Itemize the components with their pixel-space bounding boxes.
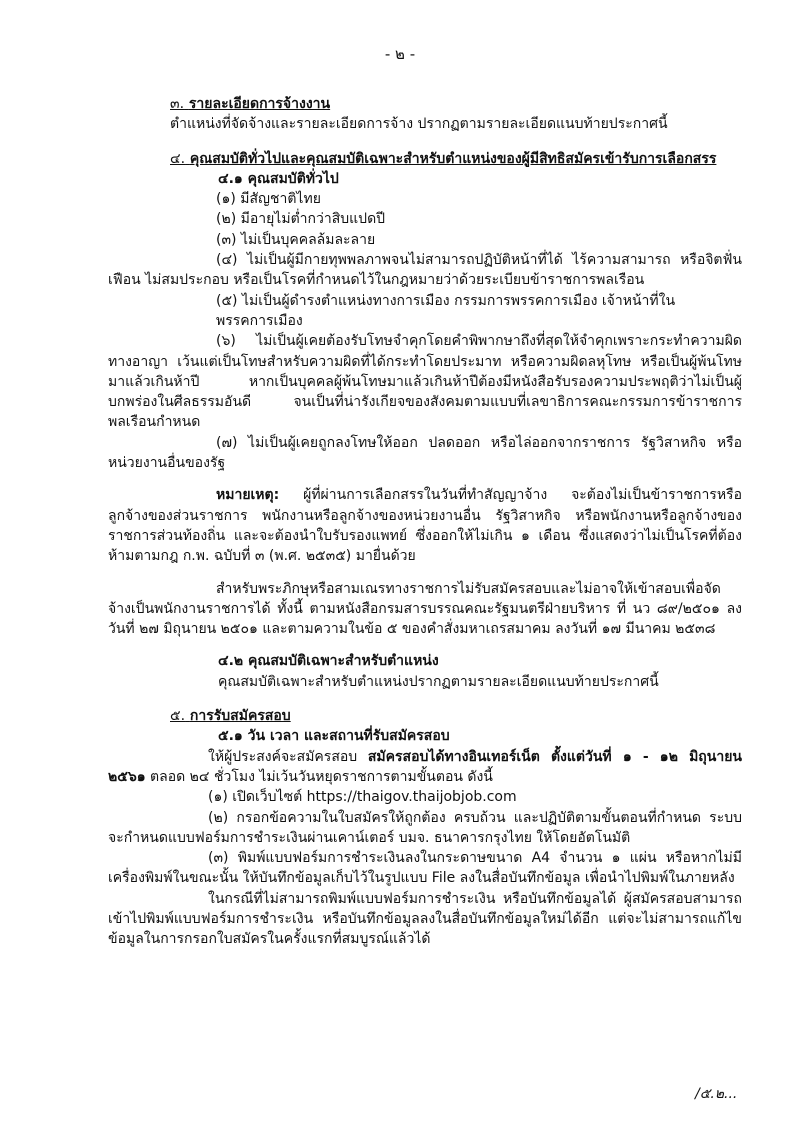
note-text: ผู้ที่ผ่านการเลือกสรรในวันที่ทำสัญญาจ้าง จะต้องไม่เป็นข้าราชการหรือลูกจ้างของส่วนราชการ พนักงานหรือลูกจ้างของหน่วยงานอื่น รัฐวิสาหกิจ หรือพนักงานหรือลูกจ้างของราชการส่วนท้องถิ่น และจะต้องนำใบรับรองแพทย์ ซึ่งออกให้ไม่เกิน ๑ เดือน ซึ่งแสดงว่าไม่เป็นโรคที่ต้องห้ามตามกฎ ก.พ. ฉบับที่ ๓ (พ.ศ. ๒๕๓๕) มายื่นด้วย	[108, 487, 742, 565]
list-item: (๓) ไม่เป็นบุคคลล้มละลาย	[216, 231, 376, 248]
closing-paragraph: ในกรณีที่ไม่สามารถพิมพ์แบบฟอร์มการชำระเงิน หรือบันทึกข้อมูลได้ ผู้สมัครสอบสามารถเข้าไปพิมพ์แบบฟอร์มการชำระเงิน หรือบันทึกข้อมูลลงในสื่อบันทึกข้อมูลใหม่ได้อีก แต่จะไม่สามารถแก้ไขข้อมูลในการกรอกใบสมัครในครั้งแรกที่สมบูรณ์แล้วได้	[108, 890, 742, 948]
intro-text-end: ตลอด ๒๔ ชั่วโมง ไม่เว้นวันหยุดราชการตามขั้นตอน ดังนี้	[145, 768, 493, 785]
section-4-heading	[170, 149, 742, 169]
section-title: คุณสมบัติทั่วไปและคุณสมบัติเฉพาะสำหรับตำแหน่งของผู้มีสิทธิสมัครเข้ารับการเลือกสรร	[189, 150, 717, 167]
note-label: หมายเหตุ:	[216, 487, 280, 504]
section-number: ๓.	[170, 96, 185, 112]
section-3-heading	[170, 94, 742, 114]
note-paragraph	[108, 485, 742, 566]
section-title: การรับสมัครสอบ	[189, 708, 291, 725]
subsection-4-2-text: คุณสมบัติเฉพาะสำหรับตำแหน่งปรากฏตามรายละเอียดแนบท้ายประกาศนี้	[218, 673, 659, 690]
list-item: (๕) ไม่เป็นผู้ดำรงตำแหน่งทางการเมือง กรรมการพรรคการเมือง เจ้าหน้าที่ในพรรคการเมือง	[216, 292, 676, 329]
list-item: (๖) ไม่เป็นผู้เคยต้องรับโทษจำคุกโดยคำพิพากษาถึงที่สุดให้จำคุกเพราะกระทำความผิดทางอาญา เว้นแต่เป็นโทษสำหรับความผิดที่ได้กระทำโดยประมาท หรือความผิดลหุโทษ หรือเป็นผู้พ้นโทษมาแล้วเกินห้าปี หากเป็นบุคคลผู้พ้นโทษมาแล้วเกินห้าปีต้องมีหนังสือรับรองความประพฤติว่าไม่เป็นผู้บกพร่องในศีลธรรมอันดี จนเป็นที่น่ารังเกียจของสังคมตามแบบที่เลขาธิการคณะกรรมการข้าราชการพลเรือนกำหนด	[108, 333, 742, 431]
subsection-4-2-heading: ๔.๒ คุณสมบัติเฉพาะสำหรับตำแหน่ง	[218, 653, 439, 670]
step-item: (๓) พิมพ์แบบฟอร์มการชำระเงินลงในกระดาษขนาด A4 จำนวน ๑ แผ่น หรือหากไม่มีเครื่องพิมพ์ในขณะนั้น ให้บันทึกข้อมูลเก็บไว้ในรูปแบบ File ลงในสื่อบันทึกข้อมูล เพื่อนำไปพิมพ์ในภายหลัง	[108, 850, 742, 887]
intro-text: ให้ผู้ประสงค์จะสมัครสอบ	[208, 748, 368, 765]
section-5-heading	[170, 706, 742, 726]
list-item: (๑) มีสัญชาติไทย	[216, 191, 321, 208]
list-item: (๒) มีอายุไม่ต่ำกว่าสิบแปดปี	[216, 211, 386, 228]
section-number: ๔.	[170, 150, 186, 167]
page-number: - ๒ -	[384, 45, 416, 63]
document-body	[108, 92, 742, 950]
continuation-marker: /๕.๒...	[695, 1086, 738, 1102]
section-title: รายละเอียดการจ้างงาน	[188, 96, 331, 112]
intro-paragraph	[108, 747, 742, 788]
section-3-text: ตำแหน่งที่จัดจ้างและรายละเอียดการจ้าง ปรากฏตามรายละเอียดแนบท้ายประกาศนี้	[170, 116, 668, 133]
subsection-5-1-heading: ๕.๑ วัน เวลา และสถานที่รับสมัครสอบ	[218, 728, 450, 745]
subsection-4-1-heading: ๔.๑ คุณสมบัติทั่วไป	[218, 170, 339, 187]
step-item: (๒) กรอกข้อความในใบสมัครให้ถูกต้อง ครบถ้วน และปฏิบัติตามขั้นตอนที่กำหนด ระบบจะกำหนดแบบฟอร์มการชำระเงินผ่านเคาน์เตอร์ บมจ. ธนาคารกรุงไทย ให้โดยอัตโนมัติ	[108, 809, 742, 846]
monk-paragraph: สำหรับพระภิกษุหรือสามเณรทางราชการไม่รับสมัครสอบและไม่อาจให้เข้าสอบเพื่อจัดจ้างเป็นพนักงานราชการได้ ทั้งนี้ ตามหนังสือกรมสารบรรณคณะรัฐมนตรีฝ่ายบริหาร ที่ นว ๘๙/๒๕๐๑ ลงวันที่ ๒๗ มิถุนายน ๒๕๐๑ และตามความในข้อ ๕ ของคำสั่งมหาเถรสมาคม ลงวันที่ ๑๗ มีนาคม ๒๕๓๘	[108, 580, 742, 638]
intro-bold-text: สมัครสอบได้ทางอินเทอร์เน็ต ตั้งแต่วันที่ ๑ - ๑๒ มิถุนายน ๒๕๖๑	[108, 748, 742, 785]
step-item: (๑) เปิดเว็บไซต์ https://thaigov.thaijobjob.com	[208, 789, 517, 806]
list-item: (๔) ไม่เป็นผู้มีกายทุพพลภาพจนไม่สามารถปฏิบัติหน้าที่ได้ ไร้ความสามารถ หรือจิตฟั่นเฟือน ไม่สมประกอบ หรือเป็นโรคที่กำหนดไว้ในกฎหมายว่าด้วยระเบียบข้าราชการพลเรือน	[108, 252, 742, 289]
section-number: ๕.	[170, 708, 186, 725]
list-item: (๗) ไม่เป็นผู้เคยถูกลงโทษให้ออก ปลดออก หรือไล่ออกจากราชการ รัฐวิสาหกิจ หรือหน่วยงานอื่นของรัฐ	[108, 434, 742, 472]
